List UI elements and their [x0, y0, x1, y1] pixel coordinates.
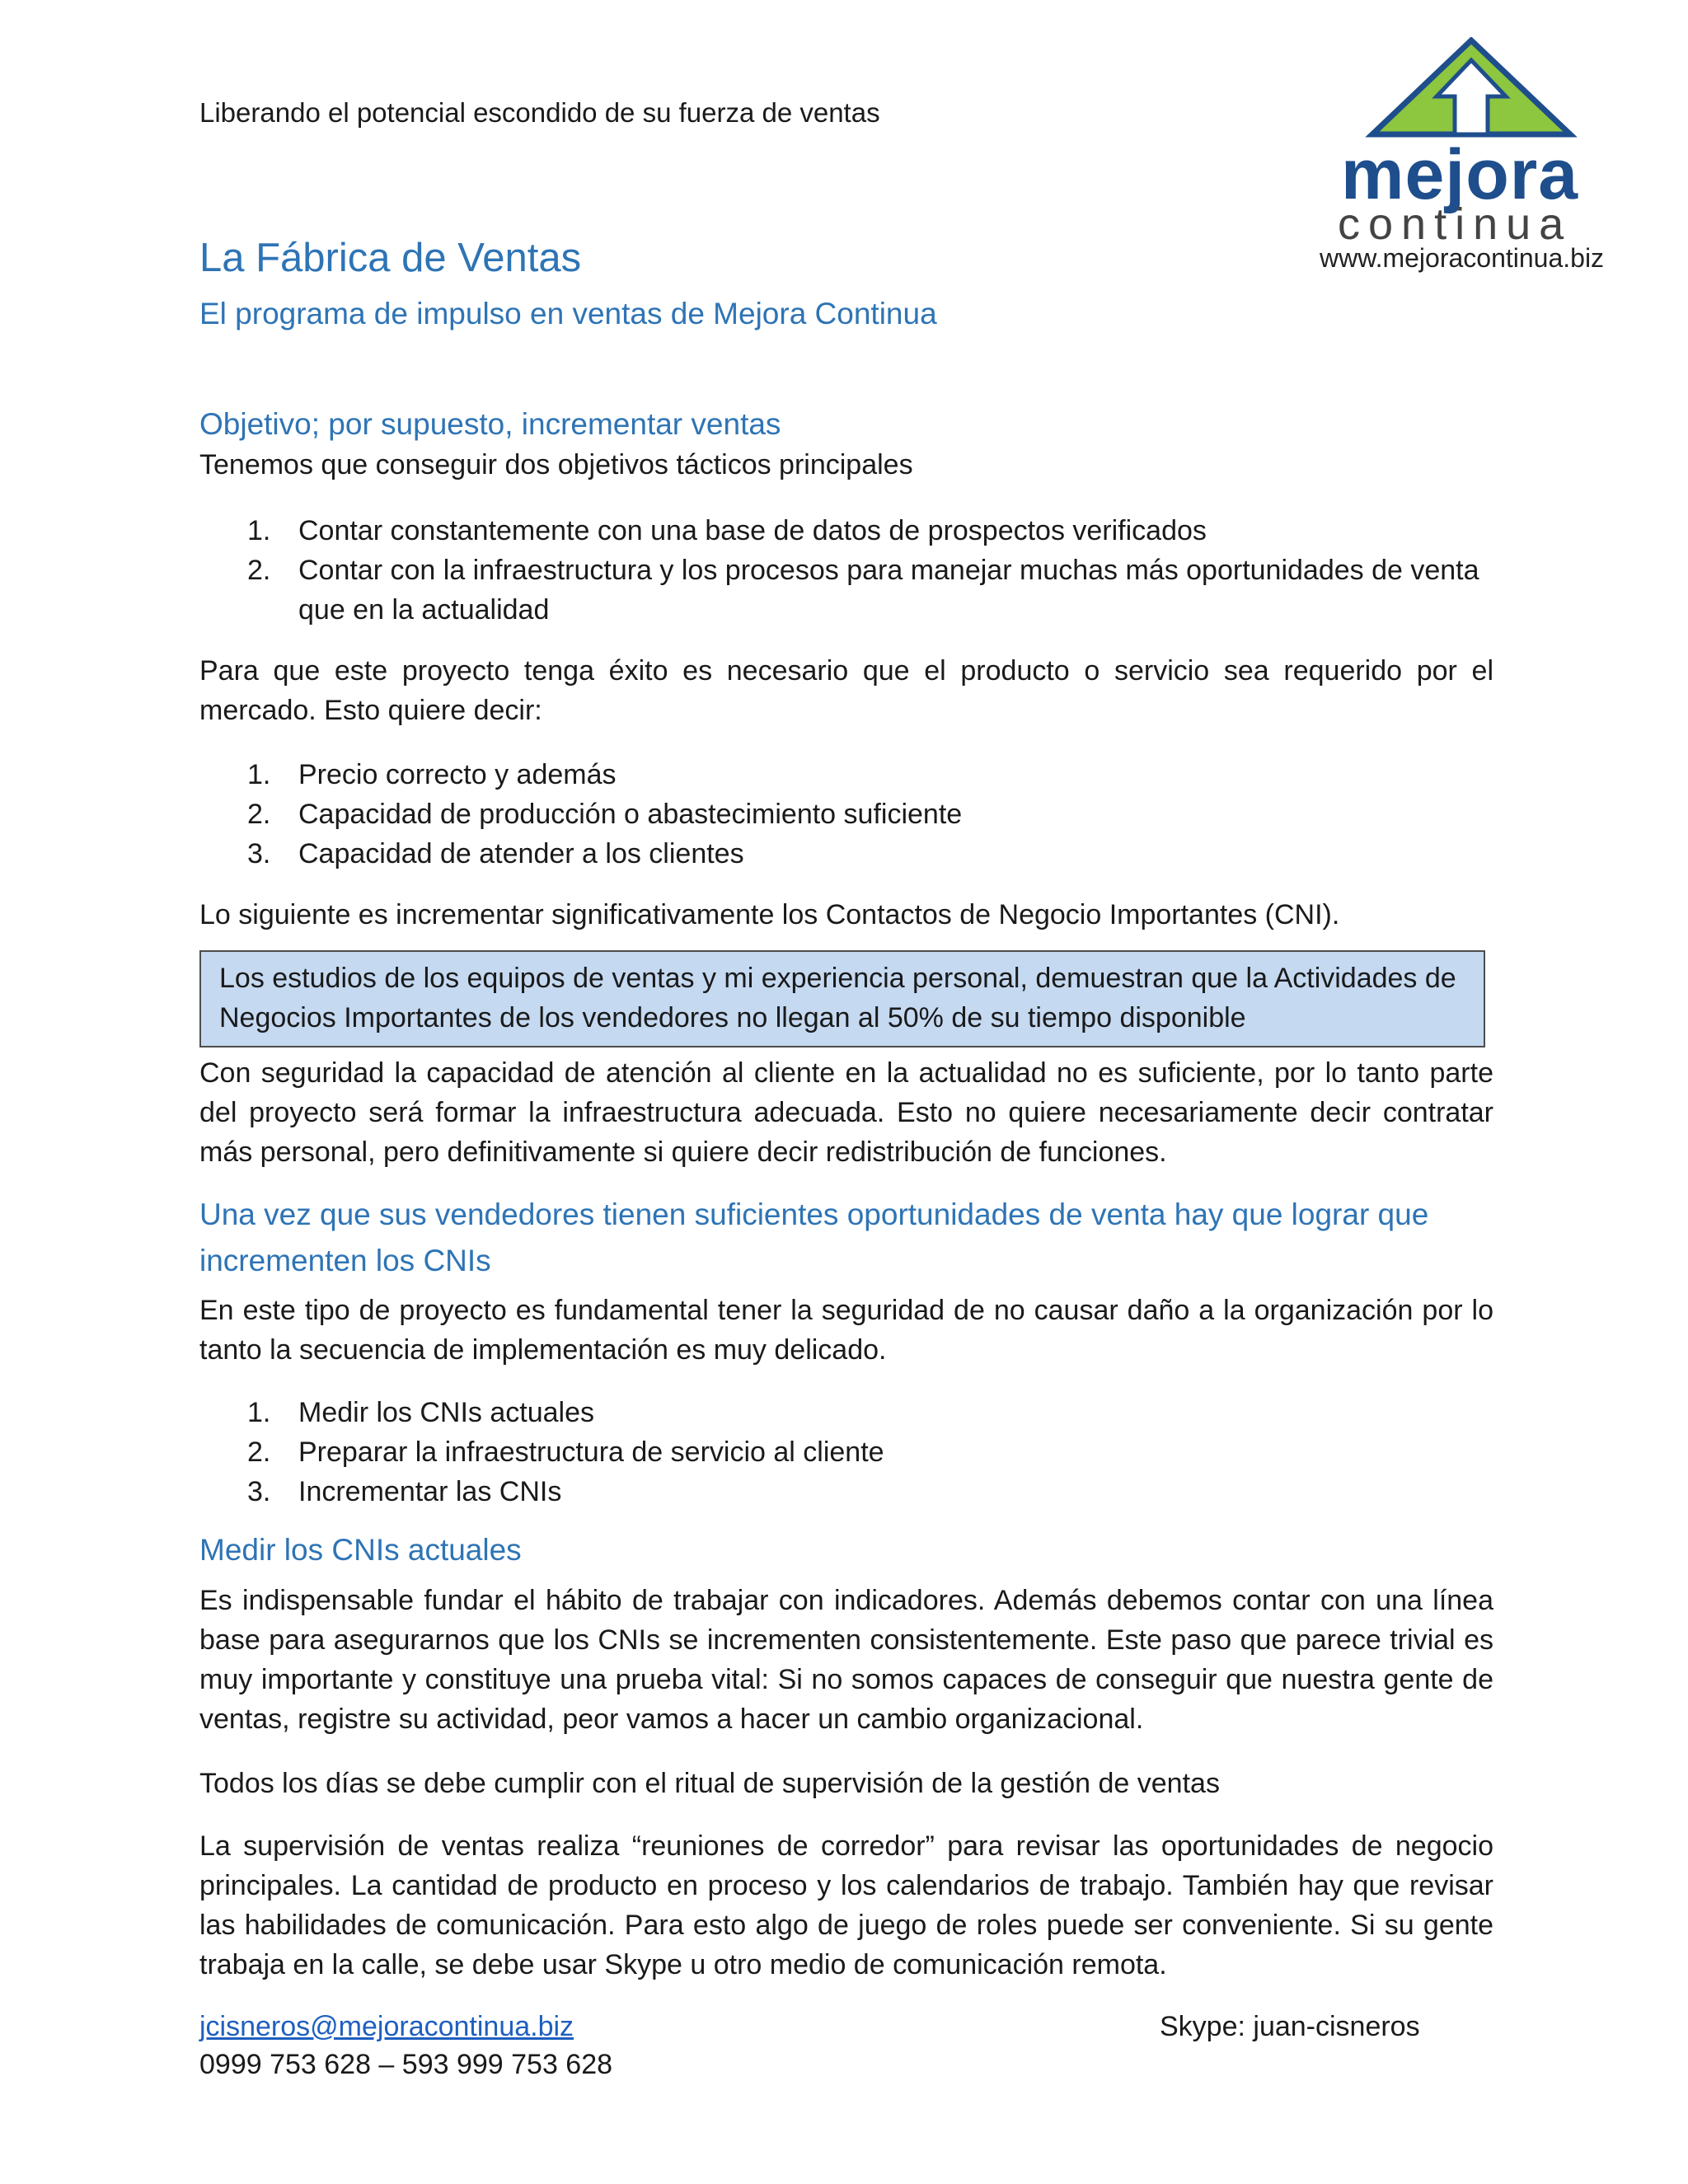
list-item: 2. Preparar la infraestructura de servicio al cliente	[247, 1436, 884, 1468]
header-tagline: Liberando el potencial escondido de su fuerza de ventas	[199, 97, 880, 128]
logo-word-mejora: mejora	[1341, 135, 1579, 214]
section-heading-objetivo: Objetivo; por supuesto, incrementar ventas	[199, 407, 781, 441]
page-subtitle: El programa de impulso en ventas de Mejora Continua	[199, 297, 937, 330]
logo-url: www.mejoracontinua.biz	[1320, 243, 1605, 273]
requirements-list	[199, 755, 1493, 874]
objectives-list	[199, 511, 1493, 630]
logo-word-continua: continua	[1338, 199, 1573, 249]
section1-paragraph-requirements: Para que este proyecto tenga éxito es necesario que el producto o servicio sea requerido por el mercado. Esto quiere decir:	[199, 655, 1493, 726]
list-item: 3. Capacidad de atender a los clientes	[247, 838, 744, 869]
footer-skype: Skype: juan-cisneros	[1160, 2011, 1420, 2042]
section1-intro: Tenemos que conseguir dos objetivos tácticos principales	[199, 449, 913, 480]
section2-paragraph: En este tipo de proyecto es fundamental tener la seguridad de no causar daño a la organización por lo tanto la secuencia de implementación es muy delicado.	[199, 1295, 1493, 1366]
highlight-callout: Los estudios de los equipos de ventas y mi experiencia personal, demuestran que la Actividades de Negocios Importantes de los vendedores no llegan al 50% de su tiempo disponible	[199, 950, 1485, 1047]
page-title: La Fábrica de Ventas	[199, 236, 582, 280]
implementation-steps-list	[199, 1393, 1493, 1511]
footer-phone: 0999 753 628 – 593 999 753 628	[199, 2049, 613, 2080]
section3-paragraph-supervision: La supervisión de ventas realiza “reuniones de corredor” para revisar las oportunidades de negocio principales. La cantidad de producto en proceso y los calendarios de trabajo. También hay que revisar las habilidades de comunicación. Para esto algo de juego de roles puede ser conveniente. Si su gente trabaja en la calle, se debe usar Skype u otro medio de comunicación remota.	[199, 1830, 1493, 1980]
list-item: 1. Precio correcto y además	[247, 759, 617, 790]
list-item: 1. Medir los CNIs actuales	[247, 1397, 595, 1428]
section3-paragraph-indicators: Es indispensable fundar el hábito de trabajar con indicadores. Además debemos contar con una línea base para asegurarnos que los CNIs se incrementen consistentemente. Este paso que parece trivial es muy importante y constituye una prueba vital: Si no somos capaces de conseguir que nuestra gente de ventas, registre su actividad, peor vamos a hacer un cambio organizacional.	[199, 1585, 1493, 1735]
list-item: 2. Capacidad de producción o abastecimiento suficiente	[247, 799, 963, 830]
list-item: 3. Incrementar las CNIs	[247, 1476, 562, 1507]
section-heading-incrementar: Una vez que sus vendedores tienen suficientes oportunidades de venta hay que lograr que incrementen los CNIs	[199, 1197, 1429, 1277]
section1-paragraph-capacity: Con seguridad la capacidad de atención al cliente en la actualidad no es suficiente, por lo tanto parte del proyecto será formar la infraestructura adecuada. Esto no quiere necesariamente decir contratar más personal, pero definitivamente si quiere decir redistribución de funciones.	[199, 1057, 1493, 1168]
section-heading-medir: Medir los CNIs actuales	[199, 1533, 522, 1567]
list-item: 1. Contar constantemente con una base de datos de prospectos verificados	[247, 515, 1207, 546]
company-logo	[1315, 37, 1628, 278]
footer-email-link[interactable]: jcisneros@mejoracontinua.biz	[199, 2011, 574, 2042]
list-item: 2. Contar con la infraestructura y los procesos para manejar muchas más oportunidades de venta que en la actualidad	[247, 555, 1479, 626]
section1-paragraph-cni: Lo siguiente es incrementar significativamente los Contactos de Negocio Importantes (CNI).	[199, 899, 1340, 930]
section3-paragraph-ritual: Todos los días se debe cumplir con el ritual de supervisión de la gestión de ventas	[199, 1768, 1220, 1799]
